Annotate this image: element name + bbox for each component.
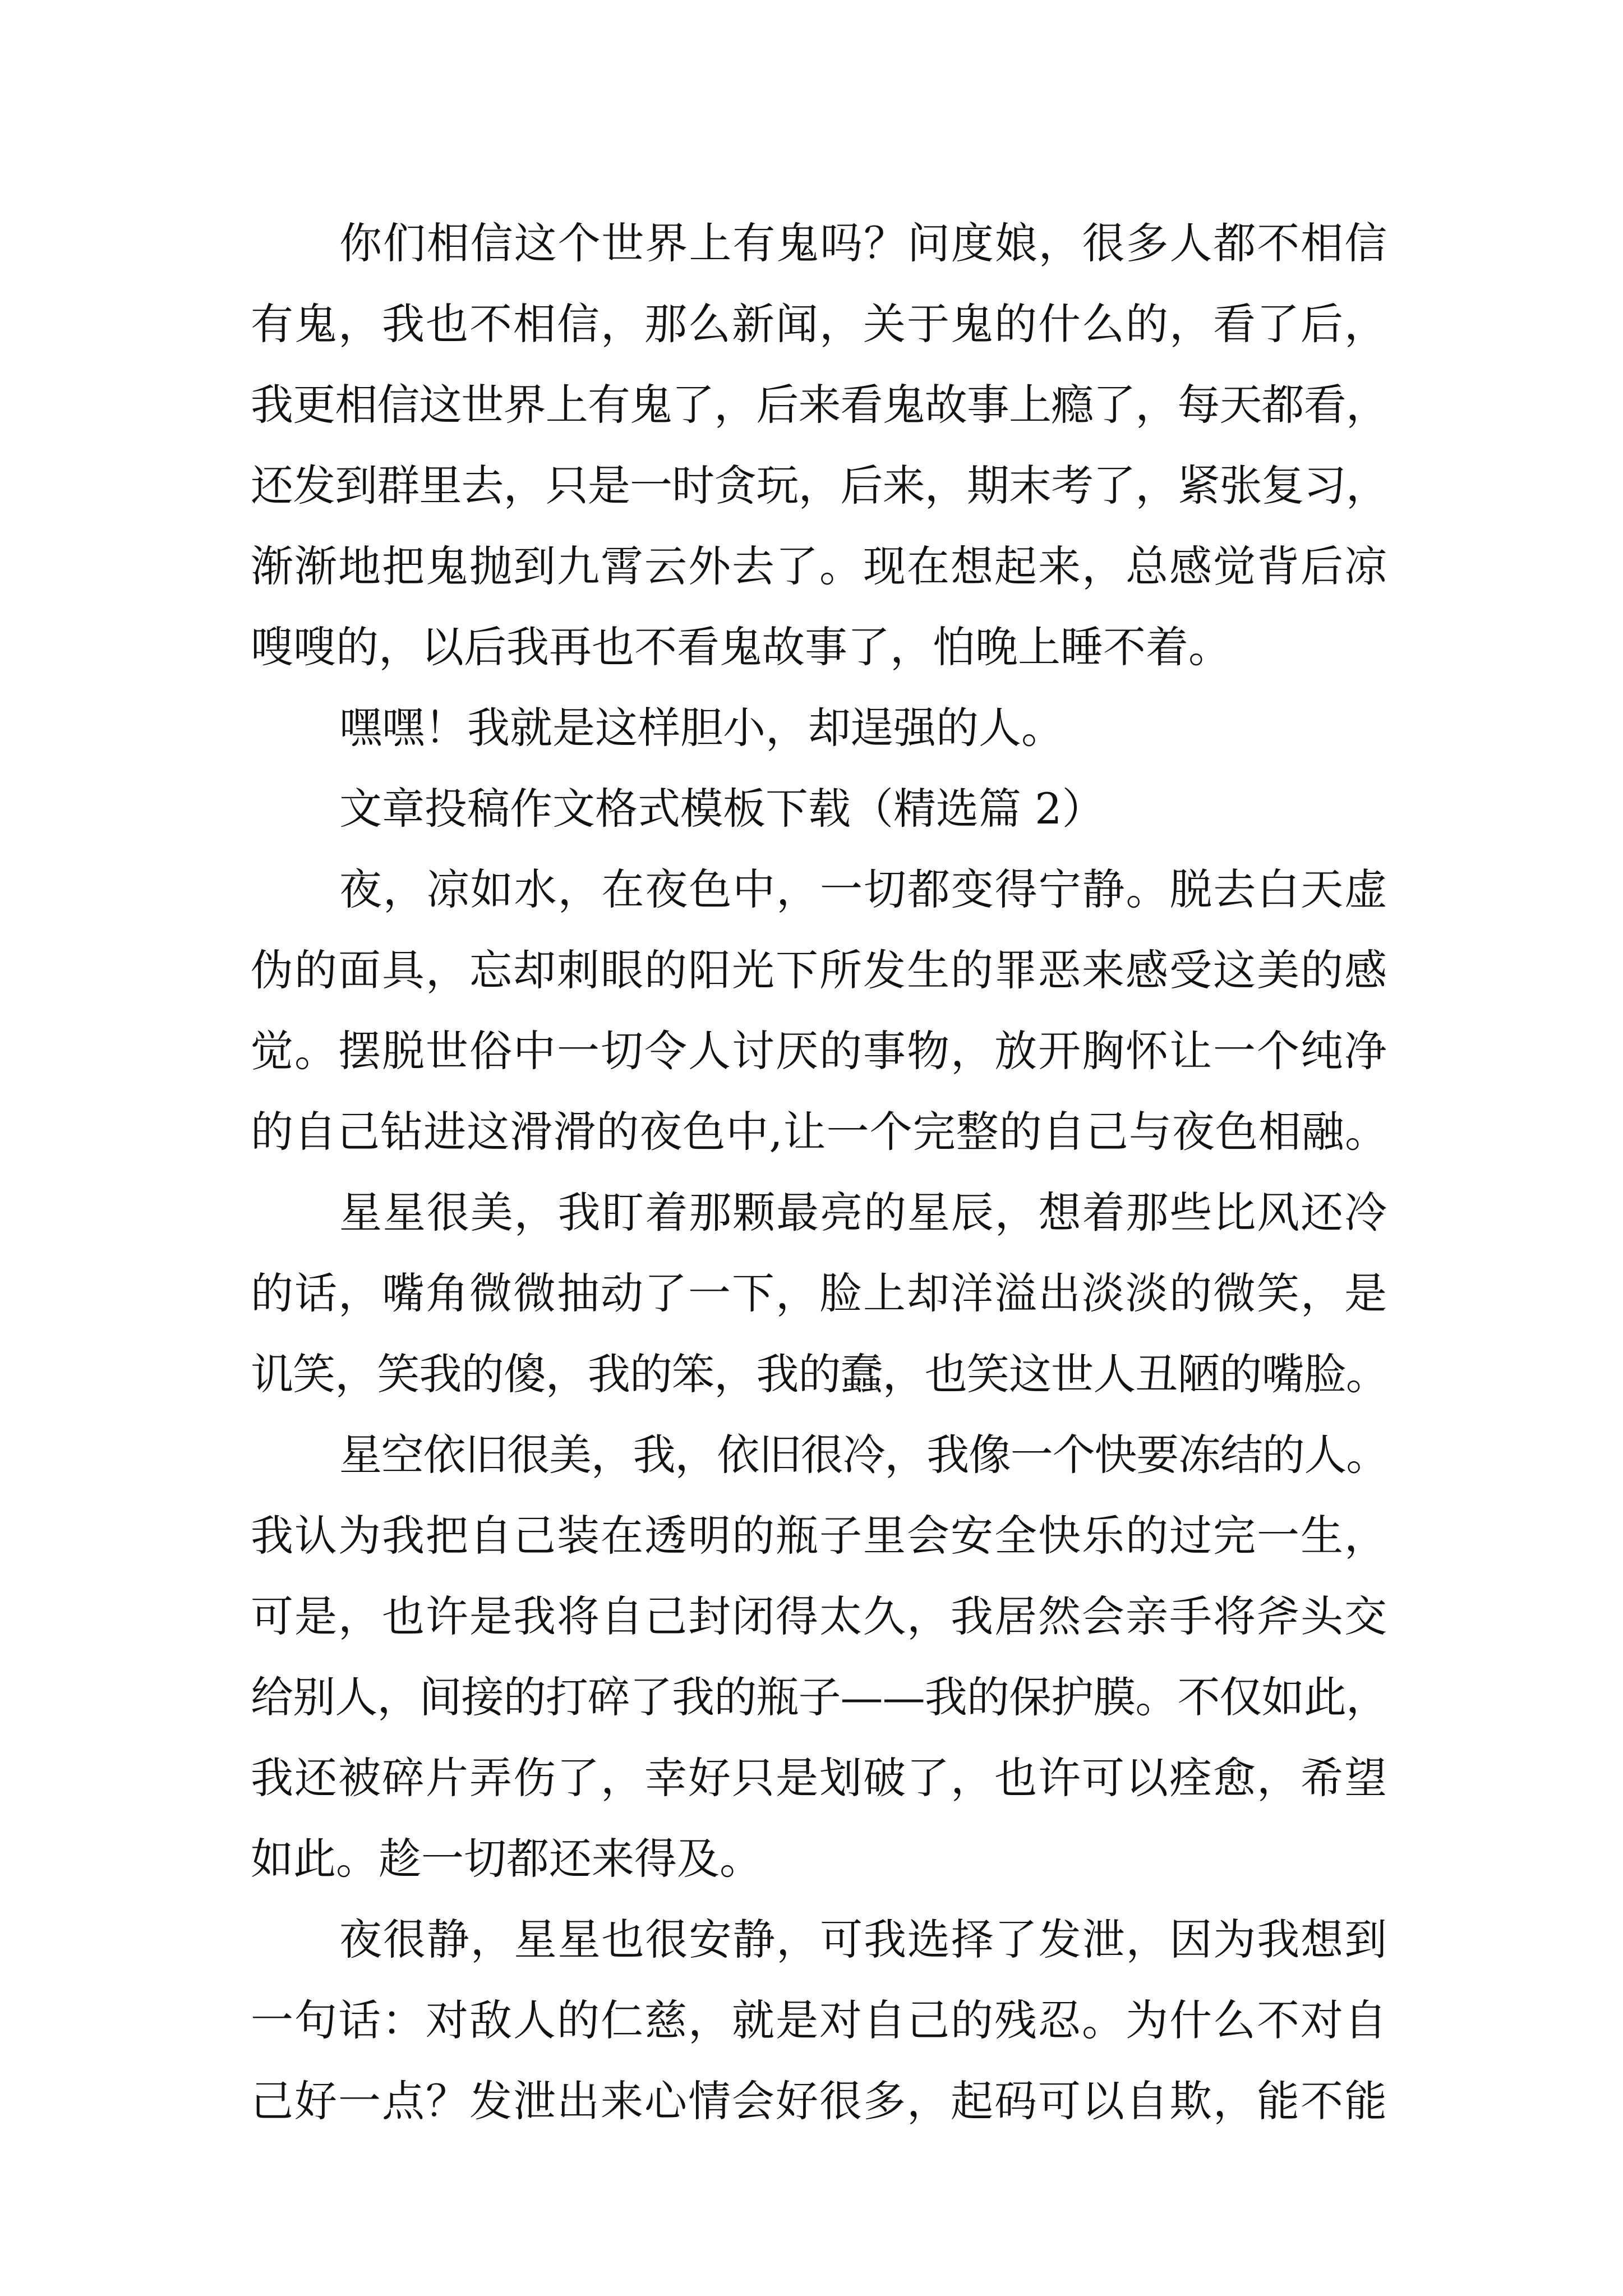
text-line <box>251 2061 1388 2142</box>
text-line-content: 可是，也许是我将自己封闭得太久，我居然会亲手将斧头交 <box>251 1591 1388 1641</box>
paragraph <box>251 688 1388 769</box>
document-body <box>251 203 1388 2142</box>
section-heading <box>251 769 1388 849</box>
text-line-content: 我认为我把自己装在透明的瓶子里会安全快乐的过完一生， <box>251 1511 1388 1561</box>
text-line-content: 星星很美，我盯着那颗最亮的星辰，想着那些比风还冷 <box>339 1188 1389 1237</box>
text-line <box>251 1819 1388 1899</box>
text-line-content: 我更相信这世界上有鬼了，后来看鬼故事上瘾了，每天都看， <box>251 380 1388 430</box>
text-line-content: 己好一点？发泄出来心情会好很多，起码可以自欺，能不能 <box>251 2076 1388 2126</box>
text-line <box>251 1980 1388 2061</box>
text-line-content: 一句话：对敌人的仁慈，就是对自己的残忍。为什么不对自 <box>251 1995 1388 2045</box>
text-line-content: 给别人，间接的打碎了我的瓶子——我的保护膜。不仅如此， <box>251 1672 1388 1722</box>
text-line <box>251 284 1388 365</box>
text-line <box>251 607 1388 688</box>
text-line-content: 伪的面具，忘却刺眼的阳光下所发生的罪恶来感受这美的感 <box>251 945 1388 995</box>
text-line <box>251 1496 1388 1576</box>
text-line <box>251 1092 1388 1172</box>
text-line-content: 夜很静，星星也很安静，可我选择了发泄，因为我想到 <box>339 1915 1389 1964</box>
text-line-content: 的自己钻进这滑滑的夜色中,让一个完整的自己与夜色相融。 <box>251 1107 1388 1157</box>
section-heading-text: 文章投稿作文格式模板下载（精选篇 2） <box>339 784 1105 834</box>
text-line-content: 夜，凉如水，在夜色中，一切都变得宁静。脱去白天虚 <box>339 864 1389 914</box>
text-line-content: 嗖嗖的，以后我再也不看鬼故事了，怕晚上睡不着。 <box>251 622 1231 672</box>
text-line <box>251 445 1388 526</box>
text-line <box>251 1899 1388 1980</box>
text-line-content: 有鬼，我也不相信，那么新闻，关于鬼的什么的，看了后， <box>251 299 1388 349</box>
paragraph <box>251 849 1388 1172</box>
text-line <box>251 1172 1388 1253</box>
text-line-content: 的话，嘴角微微抽动了一下，脸上却洋溢出淡淡的微笑，是 <box>251 1268 1388 1318</box>
text-line <box>251 1657 1388 1738</box>
text-line <box>251 1415 1388 1496</box>
text-line-content: 你们相信这个世界上有鬼吗？问度娘，很多人都不相信 <box>339 218 1389 268</box>
text-line-content: 讥笑，笑我的傻，我的笨，我的蠢，也笑这世人丑陋的嘴脸。 <box>251 1349 1388 1399</box>
text-line-content: 星空依旧很美，我，依旧很冷，我像一个快要冻结的人。 <box>339 1430 1388 1480</box>
text-line-content: 渐渐地把鬼抛到九霄云外去了。现在想起来，总感觉背后凉 <box>251 541 1388 591</box>
text-line <box>251 365 1388 445</box>
paragraph <box>251 1899 1388 2142</box>
text-line <box>251 849 1388 930</box>
text-line-content: 嘿嘿！我就是这样胆小，却逞强的人。 <box>339 703 1064 753</box>
text-line <box>251 688 1388 769</box>
text-line <box>251 1334 1388 1415</box>
text-line-content: 觉。摆脱世俗中一切令人讨厌的事物，放开胸怀让一个纯净 <box>251 1026 1388 1076</box>
text-line <box>251 203 1388 284</box>
paragraph <box>251 203 1388 688</box>
text-line <box>251 1738 1388 1819</box>
text-line-content: 如此。趁一切都还来得及。 <box>251 1834 762 1884</box>
text-line <box>251 930 1388 1011</box>
text-line-content: 还发到群里去，只是一时贪玩，后来，期末考了，紧张复习， <box>251 461 1388 510</box>
paragraph <box>251 1172 1388 1415</box>
text-line <box>251 1253 1388 1334</box>
text-line-content: 我还被碎片弄伤了，幸好只是划破了，也许可以痊愈，希望 <box>251 1753 1388 1803</box>
text-line <box>251 1011 1388 1092</box>
text-line <box>251 1576 1388 1657</box>
text-line <box>251 769 1388 849</box>
paragraph <box>251 1415 1388 1899</box>
text-line <box>251 526 1388 607</box>
